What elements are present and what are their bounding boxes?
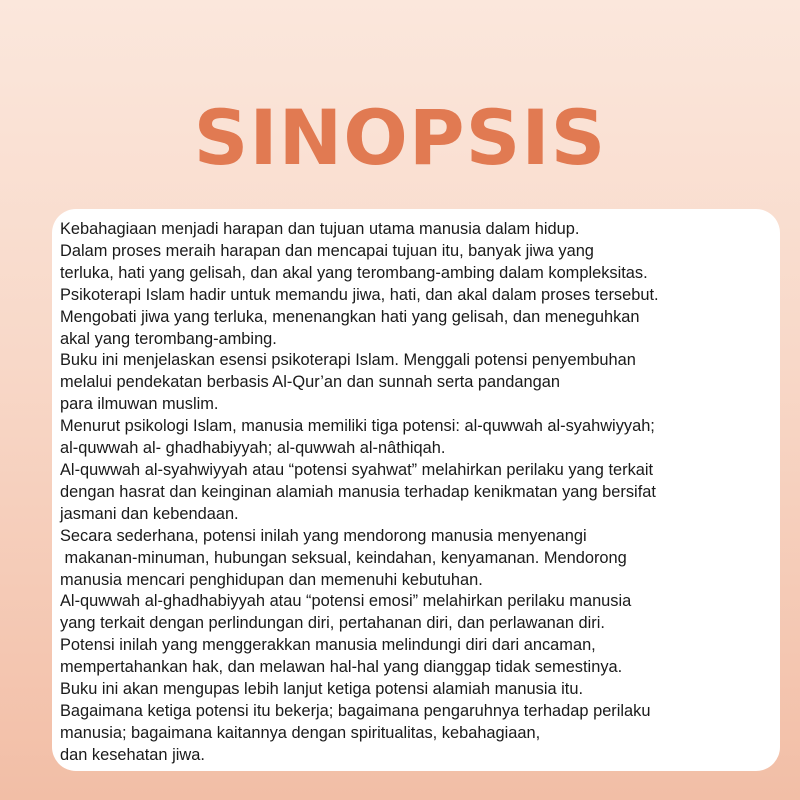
synopsis-line: Bagaimana ketiga potensi itu bekerja; bagaimana pengaruhnya terhadap perilaku — [60, 701, 651, 720]
synopsis-line: Menurut psikologi Islam, manusia memiliki tiga potensi: al-quwwah al-syahwiyyah; — [60, 417, 655, 436]
page-title: SINOPSIS — [193, 93, 607, 182]
synopsis-line: mempertahankan hak, dan melawan hal-hal yang dianggap tidak semestinya. — [60, 658, 623, 677]
synopsis-line: al-quwwah al- ghadhabiyyah; al-quwwah al-nâthiqah. — [60, 439, 446, 458]
synopsis-line: manusia; bagaimana kaitannya dengan spiritualitas, kebahagiaan, — [60, 723, 541, 742]
synopsis-line: Buku ini menjelaskan esensi psikoterapi Islam. Menggali potensi penyembuhan — [60, 351, 636, 370]
synopsis-line: melalui pendekatan berbasis Al-Qur’an dan sunnah serta pandangan — [60, 373, 560, 392]
synopsis-line: akal yang terombang-ambing. — [60, 329, 277, 348]
synopsis-line: Psikoterapi Islam hadir untuk memandu jiwa, hati, dan akal dalam proses tersebut. — [60, 285, 659, 304]
synopsis-line: Al-quwwah al-ghadhabiyyah atau “potensi emosi” melahirkan perilaku manusia — [60, 592, 632, 611]
synopsis-line: dan kesehatan jiwa. — [60, 745, 205, 764]
synopsis-line: Secara sederhana, potensi inilah yang mendorong manusia menyenangi — [60, 526, 587, 545]
synopsis-text — [60, 219, 780, 767]
synopsis-line: dengan hasrat dan keinginan alamiah manusia terhadap kenikmatan yang bersifat — [60, 482, 656, 501]
synopsis-card — [52, 209, 780, 771]
synopsis-line: Potensi inilah yang menggerakkan manusia melindungi diri dari ancaman, — [60, 636, 596, 655]
synopsis-line: makanan-minuman, hubungan seksual, keindahan, kenyamanan. Mendorong — [60, 548, 627, 567]
synopsis-line: Buku ini akan mengupas lebih lanjut ketiga potensi alamiah manusia itu. — [60, 680, 584, 699]
synopsis-line: para ilmuwan muslim. — [60, 395, 219, 414]
synopsis-line: jasmani dan kebendaan. — [60, 504, 239, 523]
synopsis-line: yang terkait dengan perlindungan diri, pertahanan diri, dan perlawanan diri. — [60, 614, 605, 633]
synopsis-line: Mengobati jiwa yang terluka, menenangkan hati yang gelisah, dan meneguhkan — [60, 307, 640, 326]
synopsis-line: Kebahagiaan menjadi harapan dan tujuan utama manusia dalam hidup. — [60, 220, 580, 238]
synopsis-line: Al-quwwah al-syahwiyyah atau “potensi syahwat” melahirkan perilaku yang terkait — [60, 460, 654, 479]
synopsis-line: Dalam proses meraih harapan dan mencapai tujuan itu, banyak jiwa yang — [60, 241, 594, 260]
synopsis-line: terluka, hati yang gelisah, dan akal yang terombang-ambing dalam kompleksitas. — [60, 263, 648, 282]
synopsis-line: manusia mencari penghidupan dan memenuhi kebutuhan. — [60, 570, 483, 589]
